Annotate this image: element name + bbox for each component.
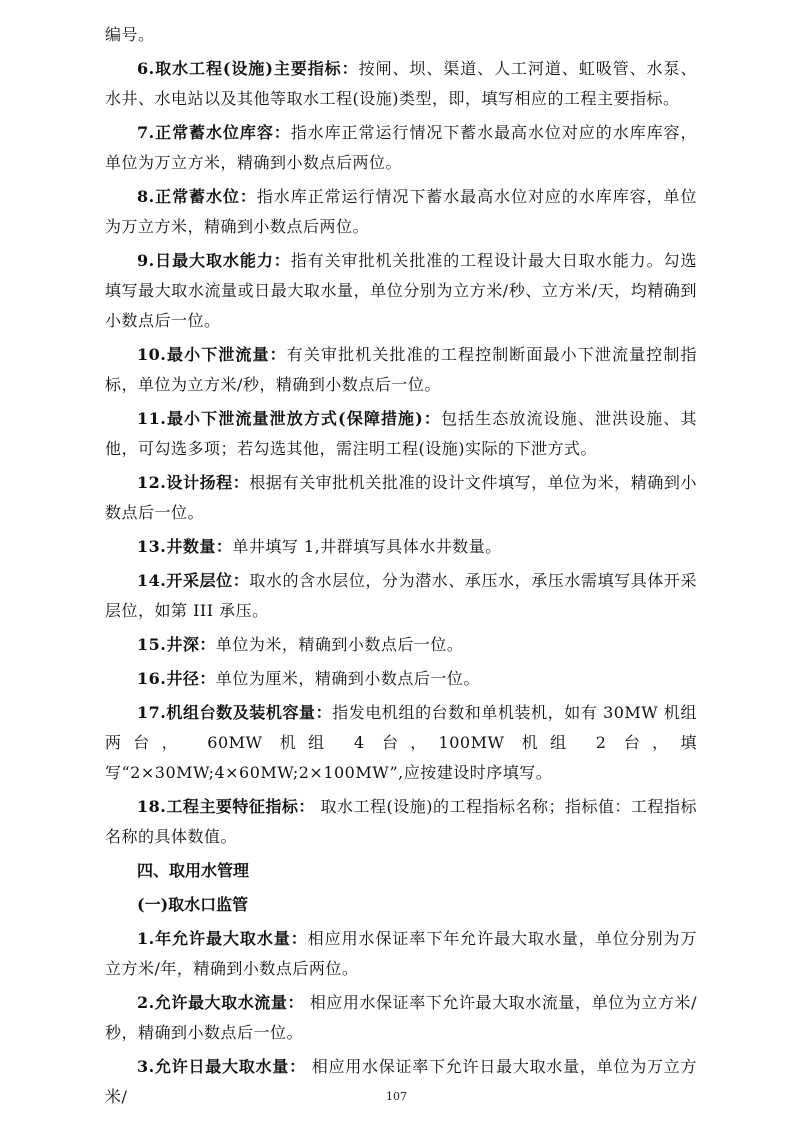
item-description: 单井填写 1,井群填写具体水井数量。 xyxy=(232,537,502,556)
item-description: 指有关审批机关批准的工程设计最大日取水能力。勾选填写最大取水流量或日最大取水量，单位分别为立方米/秒、立方米/天，均精确到小数点后一位。 xyxy=(105,251,697,330)
section-title: 四、取用水管理 xyxy=(137,861,250,880)
indicator-item xyxy=(105,792,697,852)
item-term: 3.允许日最大取水量： xyxy=(137,1057,306,1076)
item-term: 14.开采层位： xyxy=(137,571,250,590)
item-description: 根据有关审批机关批准的设计文件填写，单位为米，精确到小数点后一位。 xyxy=(105,473,697,522)
indicator-item xyxy=(105,246,697,336)
item-description: 有关审批机关批准的工程控制断面最小下泄流量控制指标，单位为立方米/秒，精确到小数点后一位。 xyxy=(105,345,697,394)
item-description: 相应用水保证率下允许日最大取水量，单位为万立方米/ xyxy=(105,1057,697,1106)
indicator-item xyxy=(105,566,697,626)
item-description: 相应用水保证率下允许最大取水流量，单位为立方米/秒，精确到小数点后一位。 xyxy=(105,993,697,1042)
item-term: 1.年允许最大取水量： xyxy=(137,929,308,948)
management-item xyxy=(105,1052,697,1112)
page-number: 107 xyxy=(386,1090,407,1103)
item-description: 取水的含水层位，分为潜水、承压水，承压水需填写具体开采层位，如第 III 承压。 xyxy=(105,571,697,620)
indicator-item xyxy=(105,664,697,694)
indicator-item xyxy=(105,532,697,562)
item-description: 单位为厘米，精确到小数点后一位。 xyxy=(215,669,480,688)
item-description: 单位为米，精确到小数点后一位。 xyxy=(215,635,464,654)
item-term: 6.取水工程(设施)主要指标： xyxy=(137,59,359,78)
item-term: 18.工程主要特征指标： xyxy=(137,797,315,816)
item-term: 2.允许最大取水流量： xyxy=(137,993,305,1012)
item-description: 指水库正常运行情况下蓄水最高水位对应的水库库容，单位为万立方米，精确到小数点后两位。 xyxy=(105,123,697,172)
intro-continuation: 编号。 xyxy=(105,25,155,44)
indicator-list xyxy=(105,54,697,852)
item-description: 按闸、坝、渠道、人工河道、虹吸管、水泵、水井、水电站以及其他等取水工程(设施)类型，即，填写相应的工程主要指标。 xyxy=(105,59,697,108)
management-item xyxy=(105,988,697,1048)
item-description: 指发电机组的台数和单机装机，如有 30MW 机组两台， 60MW 机组 4 台，100MW 机组 2 台，填写“2×30MW;4×60MW;2×100MW”,应按建设时序填写。 xyxy=(105,703,697,782)
page-content xyxy=(105,20,697,1116)
indicator-item xyxy=(105,404,697,464)
item-term: 17.机组台数及装机容量： xyxy=(137,703,333,722)
item-term: 16.井径： xyxy=(137,669,216,688)
indicator-item xyxy=(105,54,697,114)
item-description: 包括生态放流设施、泄洪设施、其他，可勾选多项；若勾选其他，需注明工程(设施)实际的下泄方式。 xyxy=(105,409,697,458)
item-term: 9.日最大取水能力： xyxy=(137,251,291,270)
item-term: 7.正常蓄水位库容： xyxy=(137,123,291,142)
management-item xyxy=(105,924,697,984)
item-description: 取水工程(设施)的工程指标名称；指标值：工程指标名称的具体数值。 xyxy=(105,797,697,846)
indicator-item xyxy=(105,698,697,788)
item-term: 11.最小下泄流量泄放方式(保障措施)： xyxy=(137,409,441,428)
item-term: 10.最小下泄流量： xyxy=(137,345,287,364)
item-term: 8.正常蓄水位： xyxy=(137,187,257,206)
subsection-title: (一)取水口监管 xyxy=(137,895,249,914)
item-term: 13.井数量： xyxy=(137,537,233,556)
indicator-item xyxy=(105,118,697,178)
indicator-item xyxy=(105,630,697,660)
item-description: 指水库正常运行情况下蓄水最高水位对应的水库库容，单位为万立方米，精确到小数点后两位。 xyxy=(105,187,697,236)
item-description: 相应用水保证率下年允许最大取水量，单位分别为万立方米/年，精确到小数点后两位。 xyxy=(105,929,697,978)
management-list xyxy=(105,924,697,1112)
indicator-item xyxy=(105,468,697,528)
item-term: 12.设计扬程： xyxy=(137,473,250,492)
indicator-item xyxy=(105,182,697,242)
item-term: 15.井深： xyxy=(137,635,216,654)
indicator-item xyxy=(105,340,697,400)
